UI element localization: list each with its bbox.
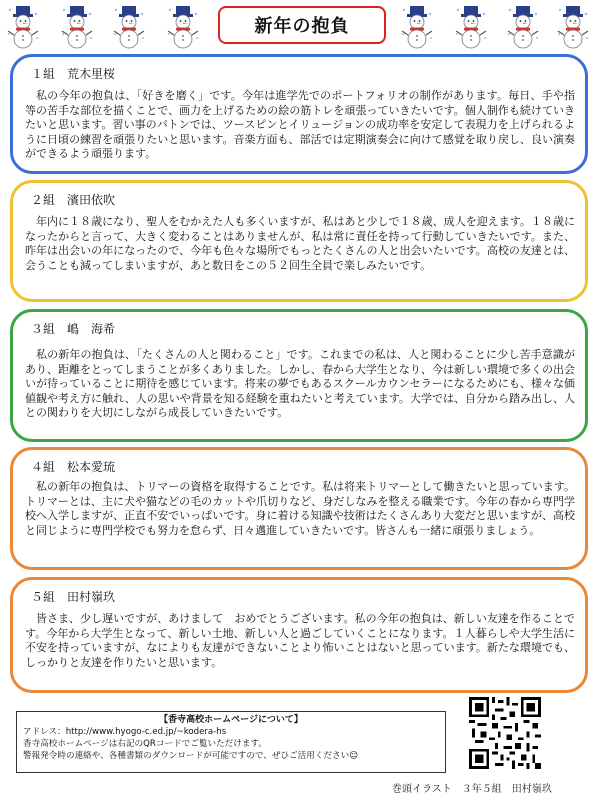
snowman-icon — [454, 4, 488, 50]
info-usage-note: 警報発令時の連絡や、各種書類のダウンロードが可能ですので、ぜひご活用ください☺ — [23, 751, 359, 761]
student-name: 松本愛琉 — [67, 460, 116, 474]
snowman-icon — [112, 4, 146, 50]
info-address[interactable]: アドレス：http://www.hyogo-c.ed.jp/~kodera-hs — [23, 727, 227, 737]
section-body: 私の新年の抱負は、「たくさんの人と関わること」です。これまでの私は、人と関わることに少し苦手意識があり、距離をとってしまうことが多くありました。しかし、春から大学生となり、今は新しい環境で多くの出会いが待っていることに期待を感じています。将来の夢でもあるスクールカウンセラーになるためにも、様々な価値観や考え方に触れ、人の思いや背景を知る経験を重ねたいと考えています。大学では、自分から踏み出し、人との関わりを大切にしながら成長していきたいです。 — [25, 348, 575, 420]
snowman-icon — [60, 4, 94, 50]
class-label: ３組 — [31, 322, 56, 336]
section-heading — [31, 65, 115, 82]
illustration-credit: 巻頭イラスト ３年５組 田村嶺玖 — [392, 784, 552, 795]
section-body: 皆さま、少し遅いですが、あけまして おめでとうございます。私の今年の抱負は、新しい友達を作ることです。今年から大学生となって、新しい土地、新しい人と過ごしていくことになります。１人暮らしや大学生活に不安を持っていますが、なによりも友達ができないことより怖いことはないと思っています。新たな環境でも、しっかりと友達を作りたいと思います。 — [25, 612, 575, 669]
section-class-2 — [10, 180, 588, 302]
student-name: 嶋 海希 — [67, 322, 116, 336]
homepage-info-box — [16, 711, 446, 773]
class-label: ４組 — [31, 460, 56, 474]
section-heading — [31, 191, 115, 208]
section-class-3 — [10, 309, 588, 442]
student-name: 荒木里桜 — [67, 67, 116, 81]
class-label: ２組 — [31, 193, 56, 207]
section-body: 年内に１８歳になり、聖人をむかえた人も多くいますが、私はあと少しで１８歳、成人を迎えます。１８歳になったからと言って、大きく変わることはありませんが、私は常に責任を持って行動していきたいです。また、昨年は出会いの年になったので、今年も色々な場所でもっとたくさんの人と出会いたいです。高校の友達とは、会うことも減ってしまいますが、あと数日をこの５２回生全員で楽しみたいです。 — [25, 215, 575, 272]
section-heading — [31, 320, 115, 337]
class-label: １組 — [31, 67, 56, 81]
section-class-1 — [10, 54, 588, 174]
snowman-icon — [506, 4, 540, 50]
student-name: 濱田依吹 — [67, 193, 116, 207]
info-title: 【香寺高校ホームページについて】 — [159, 715, 303, 725]
section-heading — [31, 588, 115, 605]
section-class-5 — [10, 577, 588, 693]
class-label: ５組 — [31, 590, 56, 604]
student-name: 田村嶺玖 — [67, 590, 116, 604]
section-body: 私の新年の抱負は、トリマーの資格を取得することです。私は将来トリマーとして働きたいと思っています。トリマーとは、主に犬や猫などの毛のカットや爪切りなど、身だしなみを整える職業です。今年の春から専門学校へ入学しますが、正直不安でいっぱいです。身に着ける知識や技術はたくさんあり大変だと思いますが、高校と同じように専門学校でも努力を怠らず、日々邁進していきたいです。皆さんも一緒に頑張りましょう。 — [25, 480, 575, 537]
snowman-icon — [166, 4, 200, 50]
snowman-icon — [556, 4, 590, 50]
section-class-4 — [10, 447, 588, 570]
qr-code-icon[interactable] — [469, 697, 541, 769]
section-heading — [31, 458, 115, 475]
page-title: 新年の抱負 — [218, 6, 386, 44]
section-body: 私の今年の抱負は、「好きを磨く」です。今年は進学先でのポートフォリオの制作があります。毎日、手や指等の苦手な部位を描くことで、画力を上げるための絵の筋トレを頑張っていきたいです。個人制作も続けていきたいと思います。習い事のバトンでは、ツースピンとイリュージョンの成功率を安定して表現力を上げられるように日頃の練習を頑張りたいと思います。音楽方面も、部活では定期演奏会に向けて感覚を取り戻し、良い演奏ができるよう頑張ります。 — [25, 89, 575, 161]
info-qr-note: 香寺高校ホームページは右記のQRコードでご覧いただけます。 — [23, 739, 267, 749]
snowman-icon — [400, 4, 434, 50]
snowman-icon — [6, 4, 40, 50]
